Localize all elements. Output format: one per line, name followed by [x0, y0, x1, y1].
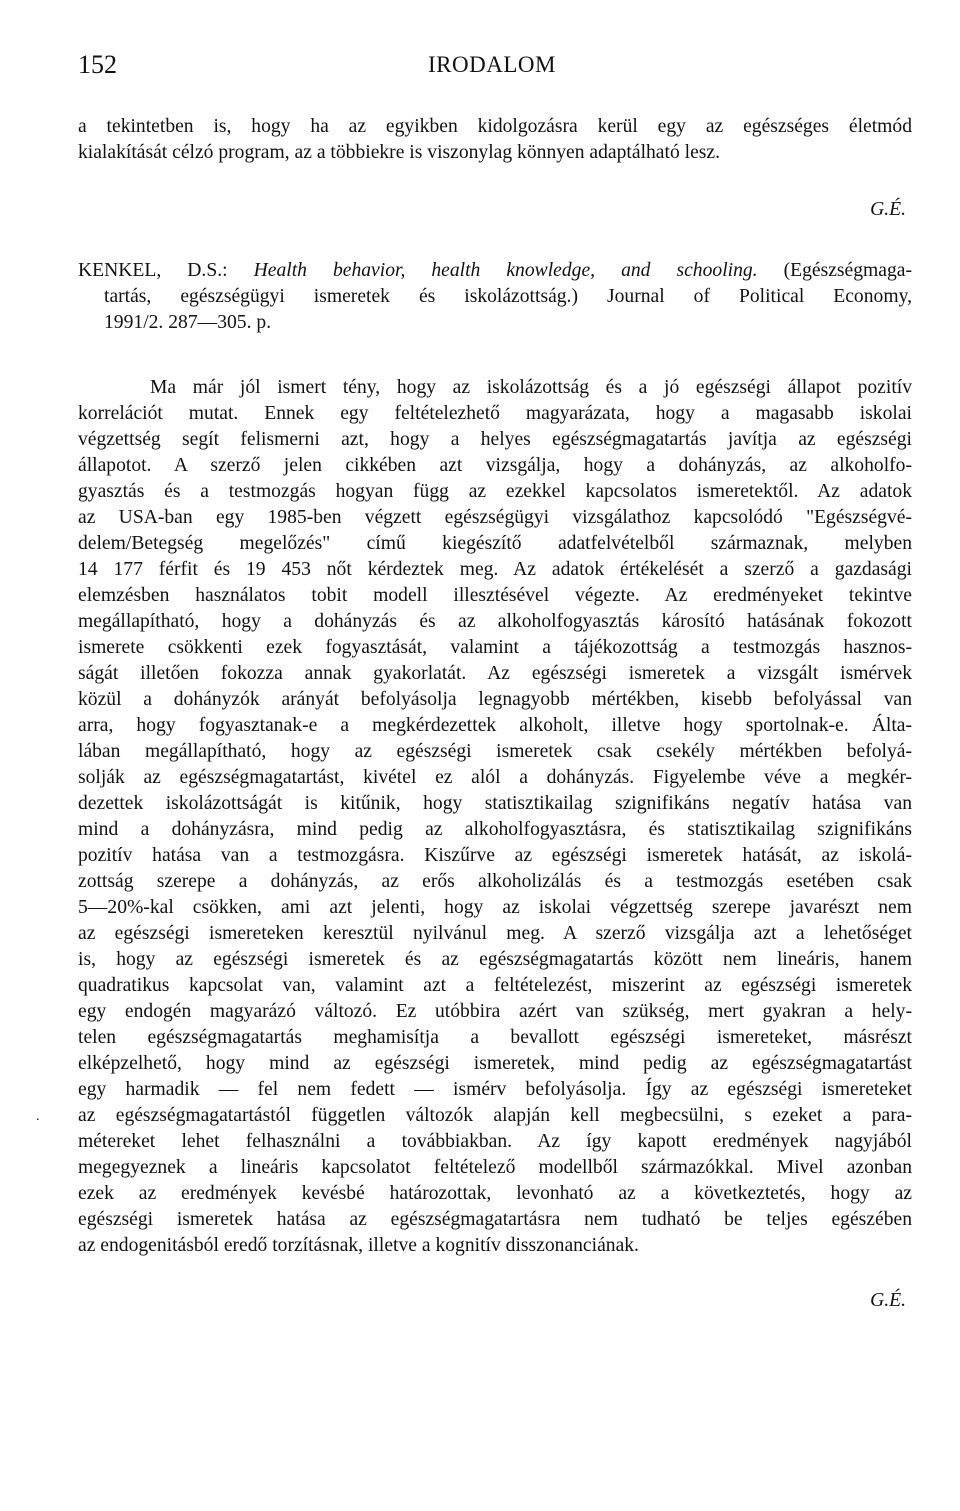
text-line: elemzésben használatos tobit modell illesztésével végezte. Az eredményeket tekintve: [78, 585, 912, 606]
text-line: dezettek iskolázottságát is kitűnik, hogy statisztikailag szignifikáns negatív hatása van: [78, 793, 912, 814]
page-header: [78, 50, 908, 82]
citation-author: KENKEL, D.S.:: [78, 260, 228, 281]
citation-line-1: [78, 258, 912, 284]
citation: [78, 258, 912, 336]
text-line: ezek az eredmények kevésbé határozottak, levonható az a következtetés, hogy az: [78, 1183, 912, 1204]
text-line: pozitív hatása van a testmozgásra. Kiszűrve az egészségi ismeretek hatását, az iskolá-: [78, 845, 912, 866]
text-line: ismerete csökkenti ezek fogyasztását, valamint a tájékozottság a testmozgás hasznos-: [78, 637, 912, 658]
citation-title: Health behavior, health knowledge, and schooling.: [253, 260, 758, 281]
citation-line-2: tartás, egészségügyi ismeretek és iskolázottság.) Journal of Political Economy,: [104, 286, 912, 307]
text-line: egészségi ismeretek hatása az egészségmagatartásra nem tudható be teljes egészében: [78, 1209, 912, 1230]
text-line: állapotot. A szerző jelen cikkében azt vizsgálja, hogy a dohányzás, az alkoholfo-: [78, 455, 912, 476]
text-line: egy harmadik — fel nem fedett — ismérv befolyásolja. Így az egészségi ismereteket: [78, 1079, 912, 1100]
text-line: gyasztás és a testmozgás hogyan függ az ezekkel kapcsolatos ismeretektől. Az adatok: [78, 481, 912, 502]
text-line: arra, hogy fogyasztanak-e a megkérdezettek alkoholt, illetve hogy sportolnak-e. Álta-: [78, 715, 912, 736]
text-line: közül a dohányzók arányát befolyásolja legnagyobb mértékben, kisebb befolyással van: [78, 689, 912, 710]
text-line: végzettség segít felismerni azt, hogy a helyes egészségmagatartás javítja az egészségi: [78, 429, 912, 450]
text-line: az egészségmagatartástól független változók alapján kell megbecsülni, s ezeket a para-: [78, 1105, 912, 1126]
text-line: 5—20%-kal csökken, ami azt jelenti, hogy az iskolai végzettség szerepe javarészt nem: [78, 897, 912, 918]
text-line: megállapítható, hogy a dohányzás és az alkoholfogyasztás károsító hatásának fokozott: [78, 611, 912, 632]
text-line: mind a dohányzásra, mind pedig az alkoholfogyasztásra, és statisztikailag szignifikáns: [78, 819, 912, 840]
text-line: az USA-ban egy 1985-ben végzett egészségügyi vizsgálathoz kapcsolódó "Egészségvé-: [78, 507, 912, 528]
text-line: az egészségi ismereteken keresztül nyilvánul meg. A szerző vizsgálja azt a lehetőséget: [78, 923, 912, 944]
text-line: egy endogén magyarázó változó. Ez utóbbira azért van szükség, mert gyakran a hely-: [78, 1001, 912, 1022]
text-line: ságát illetően fokozza annak gyakorlatát. Az egészségi ismeretek a vizsgált ismérvek: [78, 663, 912, 684]
text-line: lában megállapítható, hogy az egészségi ismeretek csak csekély mértékben befolyá-: [78, 741, 912, 762]
text-line: az endogenitásból eredő torzításnak, illetve a kognitív disszonanciának.: [78, 1235, 639, 1256]
review-body: [78, 375, 912, 1259]
text-line: megegyeznek a lineáris kapcsolatot feltételező modellből származókkal. Mivel azonban: [78, 1157, 912, 1178]
text-line: quadratikus kapcsolat van, valamint azt a feltételezést, miszerint az egészségi ismeretek: [78, 975, 912, 996]
text-line: korrelációt mutat. Ennek egy feltételezhető magyarázata, hogy a magasabb iskolai: [78, 403, 912, 424]
text-line: telen egészségmagatartás meghamisítja a bevallott egészségi ismereteket, másrészt: [78, 1027, 912, 1048]
text-line: elképzelhető, hogy mind az egészségi ismeretek, mind pedig az egészségmagatartást: [78, 1053, 912, 1074]
text-line: 14 177 férfit és 19 453 nőt kérdeztek meg. Az adatok értékelését a szerző a gazdasági: [78, 559, 912, 580]
text-line: métereket lehet felhasználni a továbbiakban. Az így kapott eredmények nagyjából: [78, 1131, 912, 1152]
text-line: a tekintetben is, hogy ha az egyikben kidolgozásra kerül egy az egészséges életmód: [78, 116, 912, 137]
margin-mark: .: [36, 1109, 40, 1124]
citation-title-translation: (Egészségmaga-: [783, 260, 912, 281]
review-signature: G.É.: [870, 1290, 906, 1311]
text-line: solják az egészségmagatartást, kivétel ez alól a dohányzás. Figyelembe véve a megkér-: [78, 767, 912, 788]
page-number: 152: [78, 50, 117, 79]
citation-line-3: 1991/2. 287—305. p.: [104, 312, 272, 333]
text-line: is, hogy az egészségi ismeretek és az egészségmagatartás között nem lineáris, hanem: [78, 949, 912, 970]
text-line: delem/Betegség megelőzés" című kiegészítő adatfelvételből származnak, melyben: [78, 533, 912, 554]
text-line: Ma már jól ismert tény, hogy az iskolázottság és a jó egészségi állapot pozitív: [150, 377, 912, 398]
text-line: kialakítását célzó program, az a többiekre is viszonylag könnyen adaptálható lesz.: [78, 142, 721, 163]
running-title: IRODALOM: [428, 52, 556, 77]
text-line: zottság szerepe a dohányzás, az erős alkoholizálás és a testmozgás esetében csak: [78, 871, 912, 892]
previous-review-ending: [78, 114, 912, 166]
previous-review-signature: G.É.: [870, 199, 906, 220]
